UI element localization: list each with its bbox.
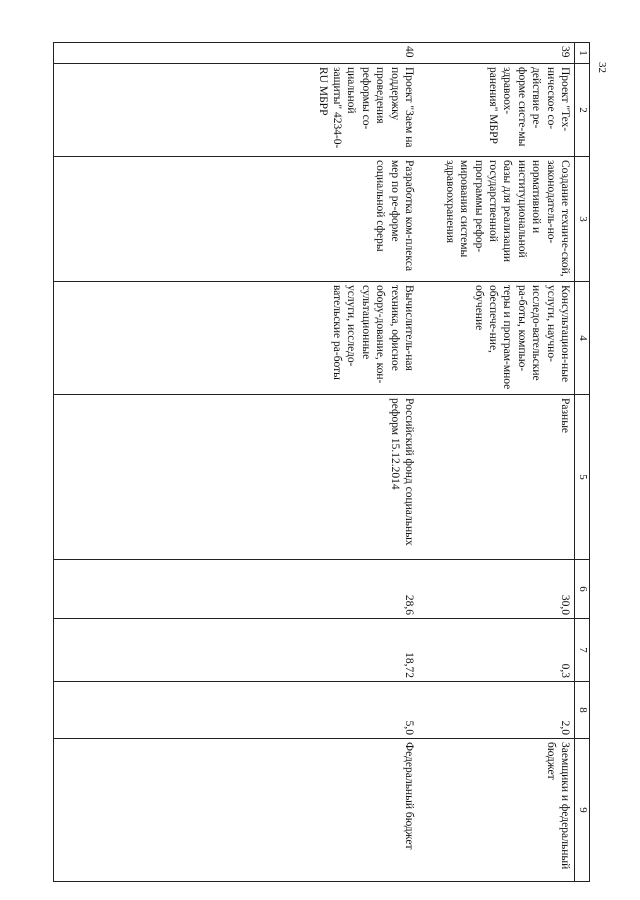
header-cell-3: 3 [575, 157, 590, 282]
project-name: Проект "Заем на поддержку проведения реформы со-циальной защиты" 4234-0-RU МБРР [54, 64, 419, 157]
header-cell-7: 7 [575, 619, 590, 682]
header-cell-1: 1 [575, 43, 590, 64]
data-table [53, 42, 590, 882]
header-cell-6: 6 [575, 560, 590, 619]
rotated-table-wrapper [58, 42, 590, 882]
header-cell-8: 8 [575, 682, 590, 739]
executor: Разные [418, 395, 575, 560]
project-name: Проект "Тех-ническое со-действие ре-форме систе-мы здравоох-ранения" МБРР [418, 64, 575, 157]
header-row [575, 43, 590, 882]
page-number: 32 [596, 62, 608, 73]
row-number: 39 [418, 43, 575, 64]
funding-source: Заемщики и федеральный бюджет [418, 739, 575, 882]
value-col-7: 18,72 [54, 619, 419, 682]
funds-use: Консультацион-ные услуги, научно-исследо-вательские ра-боты, компью-теры и програм-мное обеспече-ние, обучение [418, 282, 575, 395]
funds-use: Вычислитель-ная техника, офисное обору-дование, кон-сультационные услуги, исследо-вательские ра-боты [54, 282, 419, 395]
funding-source: Федеральный бюджет [54, 739, 419, 882]
project-goal: Создание техниче-ской, законодатель-но-нормативной и институциональной базы для реализации государственной программы рефор-мирования системы здравоохранения [418, 157, 575, 282]
value-col-6: 30,0 [418, 560, 575, 619]
project-goal: Разработка ком-плекса мер по ре-форме социальной сферы [54, 157, 419, 282]
row-number: 40 [54, 43, 419, 64]
header-cell-5: 5 [575, 395, 590, 560]
value-col-6: 28,6 [54, 560, 419, 619]
header-cell-2: 2 [575, 64, 590, 157]
value-col-8: 5,0 [54, 682, 419, 739]
value-col-7: 0,3 [418, 619, 575, 682]
table-row [54, 43, 419, 882]
value-col-8: 2,0 [418, 682, 575, 739]
header-cell-9: 9 [575, 739, 590, 882]
header-cell-4: 4 [575, 282, 590, 395]
executor: Российский фонд социальных реформ 15.12.2014 [54, 395, 419, 560]
table-row [418, 43, 575, 882]
